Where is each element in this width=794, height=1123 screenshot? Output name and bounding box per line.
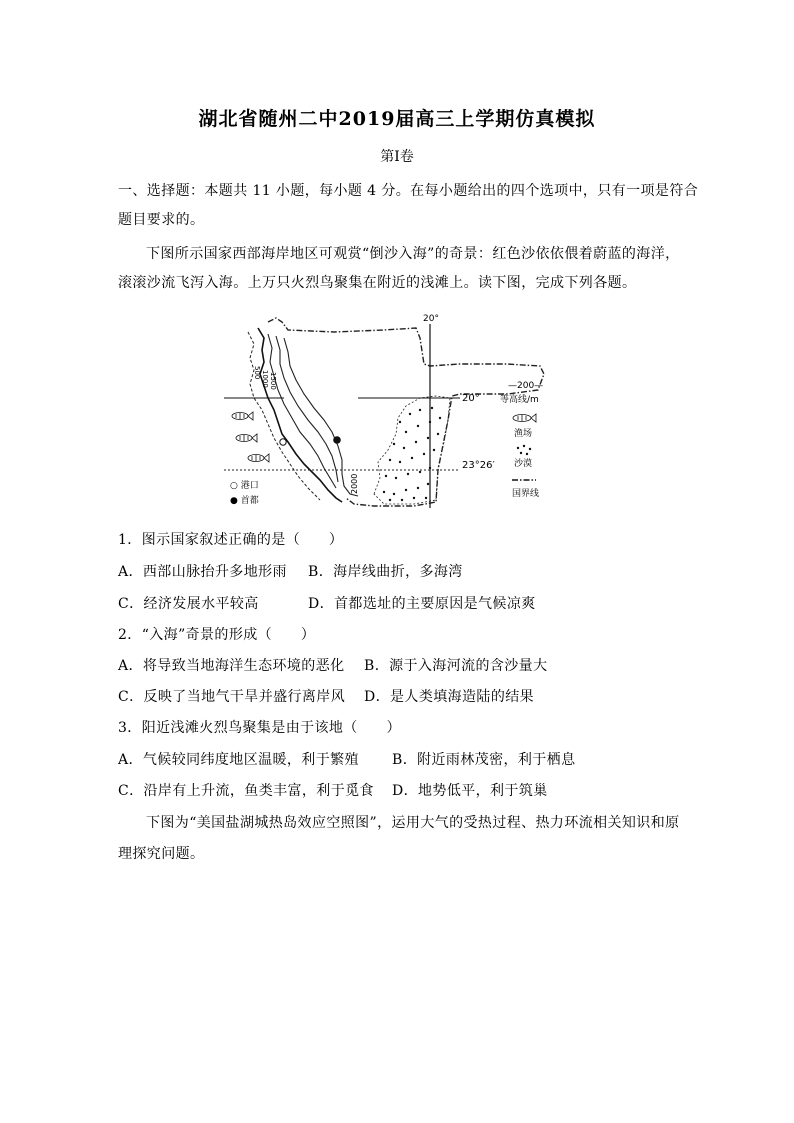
contour-line-2000 xyxy=(284,338,358,496)
contour-legend-sample: —200— xyxy=(508,381,544,391)
passage-1-line-1: 下图所示国家西部海岸地区可观赏“倒沙入海”的奇景：红色沙依依偎着蔚蓝的海洋， xyxy=(146,246,680,262)
question-2-option-b: B．源于入海河流的含沙量大 xyxy=(364,658,548,674)
fishery-legend-icon xyxy=(513,414,536,422)
contour-label-1000: 1000 xyxy=(261,370,269,388)
passage-2-line-1: 下图为“美国盐湖城热岛效应空照图”，运用大气的受热过程、热力环流相关知识和原 xyxy=(146,815,680,831)
question-1-option-c: C．经济发展水平较高 xyxy=(118,596,259,612)
fishery-icon xyxy=(236,434,257,442)
question-3-option-a: A．气候较同纬度地区温暖，利于繁殖 xyxy=(118,752,359,768)
question-3-option-d: D．地势低平，利于筑巢 xyxy=(392,783,548,799)
contour-legend-label: 等高线/m xyxy=(500,395,539,405)
question-1-stem: 1．图示国家叙述正确的是（ ） xyxy=(118,532,344,548)
document-title: 湖北省随州二中2019届高三上学期仿真模拟 xyxy=(198,108,596,130)
desert-outline xyxy=(374,396,450,504)
contour-label-1500: 1500 xyxy=(269,372,277,390)
passage-1-line-2: 滚滚沙流飞泻入海。上万只火烈鸟聚集在附近的浅滩上。读下图，完成下列各题。 xyxy=(118,275,637,291)
desert-legend-icon xyxy=(517,445,531,455)
port-icon xyxy=(280,439,286,445)
question-2-option-a: A．将导致当地海洋生态环境的恶化 xyxy=(118,658,345,674)
national-border xyxy=(268,318,544,506)
contour-label-500: 500 xyxy=(253,366,261,380)
section-instruction-line-2: 题目要求的。 xyxy=(118,212,205,228)
question-2-stem: 2．“入海”奇景的形成（ ） xyxy=(118,627,316,643)
fishery-icon xyxy=(232,412,253,420)
contour-line-1500 xyxy=(276,336,338,482)
capital-icon xyxy=(333,436,341,444)
desert-legend-label: 沙漠 xyxy=(514,459,533,469)
port-legend-label: ○ 港口 xyxy=(230,481,259,491)
question-1-option-d: D．首都选址的主要原因是气候凉爽 xyxy=(308,596,536,612)
question-3-option-c: C．沿岸有上升流，鱼类丰富，利于觅食 xyxy=(118,783,374,799)
meridian-label: 20° xyxy=(423,314,439,324)
question-2-option-d: D．是人类填海造陆的结果 xyxy=(364,689,535,705)
tropic-label: 23°26′ xyxy=(462,460,495,471)
desert-dots xyxy=(383,407,441,501)
contour-dashed xyxy=(248,332,320,500)
capital-legend-label: ● 首都 xyxy=(230,496,259,506)
contour-label-2000: 2000 xyxy=(350,473,359,494)
section-instruction-line-1: 一、选择题：本题共 11 小题，每小题 4 分。在每小题给出的四个选项中，只有一项是符合 xyxy=(118,183,699,199)
question-1-option-b: B．海岸线曲折，多海湾 xyxy=(308,564,463,580)
question-3-option-b: B．附近雨林茂密，利于栖息 xyxy=(392,752,576,768)
country-map-figure xyxy=(224,310,562,512)
volume-label: 第Ⅰ卷 xyxy=(380,149,414,165)
parallel-20-label: 20° xyxy=(462,393,480,404)
border-legend-label: 国界线 xyxy=(512,489,540,499)
question-1-option-a: A．西部山脉抬升多地形雨 xyxy=(118,564,287,580)
fishery-legend-label: 渔场 xyxy=(514,429,533,439)
question-3-stem: 3．阳近浅滩火烈鸟聚集是由于该地（ ） xyxy=(118,720,401,736)
question-2-option-c: C．反映了当地气干旱并盛行离岸风 xyxy=(118,689,346,705)
passage-2-line-2: 理探究问题。 xyxy=(118,846,205,862)
fishery-icon xyxy=(248,454,269,462)
